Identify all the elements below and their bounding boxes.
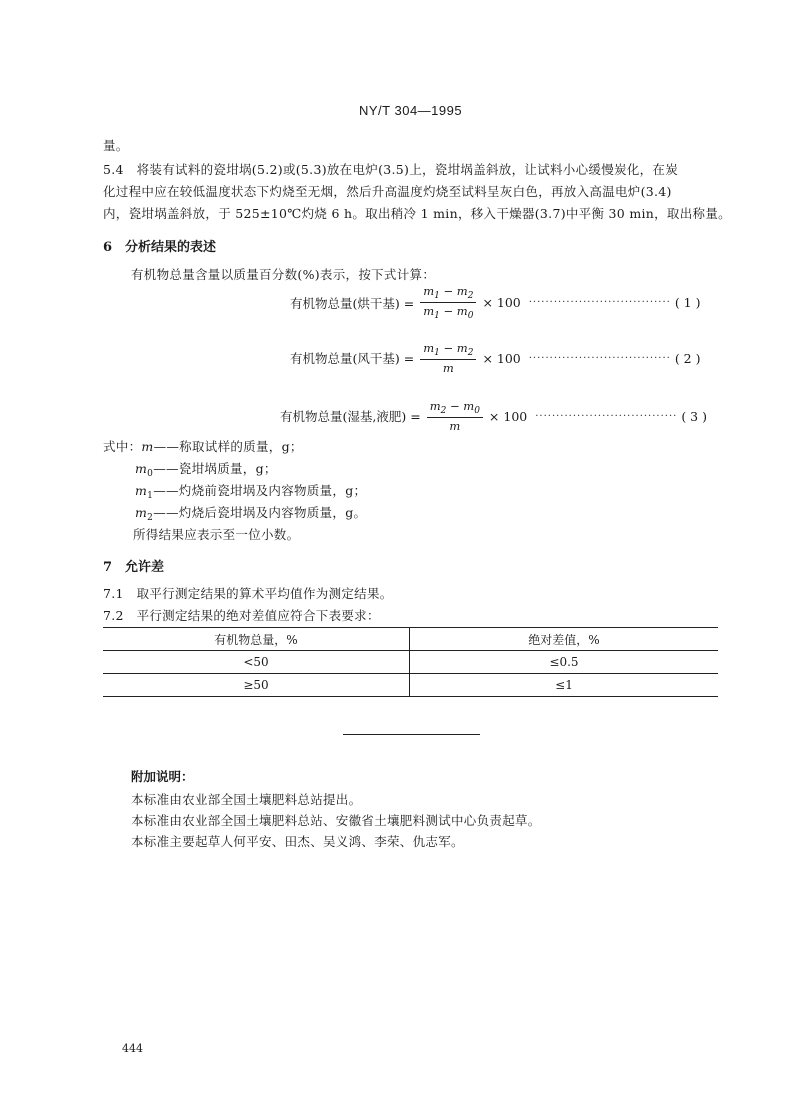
rounding-note: 所得结果应表示至一位小数。 — [133, 527, 300, 542]
table-header-abs-diff: 绝对差值，% — [410, 628, 719, 651]
formula-1-denominator: $m_1 - m_0$ — [423, 304, 474, 321]
clause-5-4-line3: 内，瓷坩埚盖斜放，于 525±10℃灼烧 6 h。取出稍冷 1 min，移入干燥器(3.7)中平衡 30 min，取出称量。 — [103, 206, 731, 221]
carryover-text: 量。 — [103, 138, 129, 153]
table-header-total-organic: 有机物总量，% — [103, 628, 410, 651]
clause-5-4-line2: 化过程中应在较低温度状态下灼烧至无烟，然后升高温度灼烧至试料呈灰白色，再放入高温电炉(3.4) — [103, 184, 672, 199]
page-number: 444 — [122, 1042, 143, 1055]
formula-2 — [290, 341, 700, 375]
section-6-intro: 有机物总量含量以质量百分数(%)表示，按下式计算： — [131, 267, 436, 282]
formula-3-label: ( 3 ) — [681, 408, 707, 424]
clause-number: 5.4 — [103, 162, 124, 177]
clause-text: 将装有试料的瓷坩埚(5.2)或(5.3)放在电炉(3.5)上，瓷坩埚盖斜放，让试料小心缓慢炭化，在炭 — [136, 162, 679, 177]
formula-2-denominator: m — [442, 361, 454, 375]
formula-2-fraction — [420, 341, 476, 375]
formula-3-numerator: $m_2 - m_0$ — [427, 399, 483, 418]
section-7-title: 7 允许差 — [103, 560, 165, 575]
formula-1-fraction — [420, 284, 476, 321]
appendix-line-3: 本标准主要起草人何平安、田杰、吴义鸿、李荣、仇志军。 — [131, 834, 464, 849]
formula-3-rhs: × 100 — [488, 408, 528, 424]
table-row — [103, 674, 718, 697]
formula-2-lhs: 有机物总量(风干基) = — [290, 351, 415, 366]
appendix-line-2: 本标准由农业部全国土壤肥料总站、安徽省土壤肥料测试中心负责起草。 — [131, 813, 541, 828]
formula-3-leader: ·································· — [535, 410, 678, 422]
formula-3-fraction — [427, 399, 483, 433]
clause-7-1: 7.1 取平行测定结果的算术平均值作为测定结果。 — [103, 586, 393, 601]
appendix-title: 附加说明： — [131, 769, 194, 784]
table-header-row — [103, 628, 718, 651]
appendix-line-1: 本标准由农业部全国土壤肥料总站提出。 — [131, 792, 362, 807]
formula-1-numerator: $m_1 - m_2$ — [420, 284, 476, 303]
table-cell: ≤1 — [555, 678, 573, 692]
formula-2-numerator: $m_1 - m_2$ — [420, 341, 476, 360]
where-line-m2: $m_2——$灼烧后瓷坩埚及内容物质量，g。 — [135, 505, 367, 523]
formula-1-lhs: 有机物总量(烘干基) = — [290, 295, 415, 311]
table-cell: <50 — [103, 651, 410, 674]
table-row — [103, 651, 718, 674]
where-line-m: 式中：m——称取试样的质量，g； — [103, 439, 303, 454]
table-cell: ≥50 — [103, 674, 410, 697]
formula-3-lhs: 有机物总量(湿基,液肥) = — [280, 409, 421, 424]
formula-3-denominator: m — [449, 419, 461, 433]
formula-1-rhs: × 100 — [482, 295, 521, 310]
formula-2-rhs: × 100 — [482, 350, 521, 366]
formula-1-leader: ·································· — [528, 297, 671, 308]
formula-1-label: ( 1 ) — [674, 295, 701, 310]
where-line-m0: $m_0——$瓷坩埚质量，g； — [135, 461, 277, 479]
end-divider — [343, 734, 480, 735]
formula-3 — [280, 399, 707, 433]
tolerance-table — [103, 627, 718, 697]
clause-7-2: 7.2 平行测定结果的绝对差值应符合下表要求： — [103, 608, 380, 623]
clause-5-4-line1 — [103, 160, 678, 178]
where-line-m1: $m_1——$灼烧前瓷坩埚及内容物质量，g； — [135, 483, 367, 501]
section-6-title: 6 分析结果的表述 — [103, 240, 217, 255]
formula-2-leader: ·································· — [528, 352, 671, 364]
formula-2-label: ( 2 ) — [674, 350, 701, 366]
formula-1 — [290, 284, 700, 321]
table-cell: ≤0.5 — [410, 651, 719, 674]
standard-code-header: NY/T 304—1995 — [359, 103, 463, 118]
